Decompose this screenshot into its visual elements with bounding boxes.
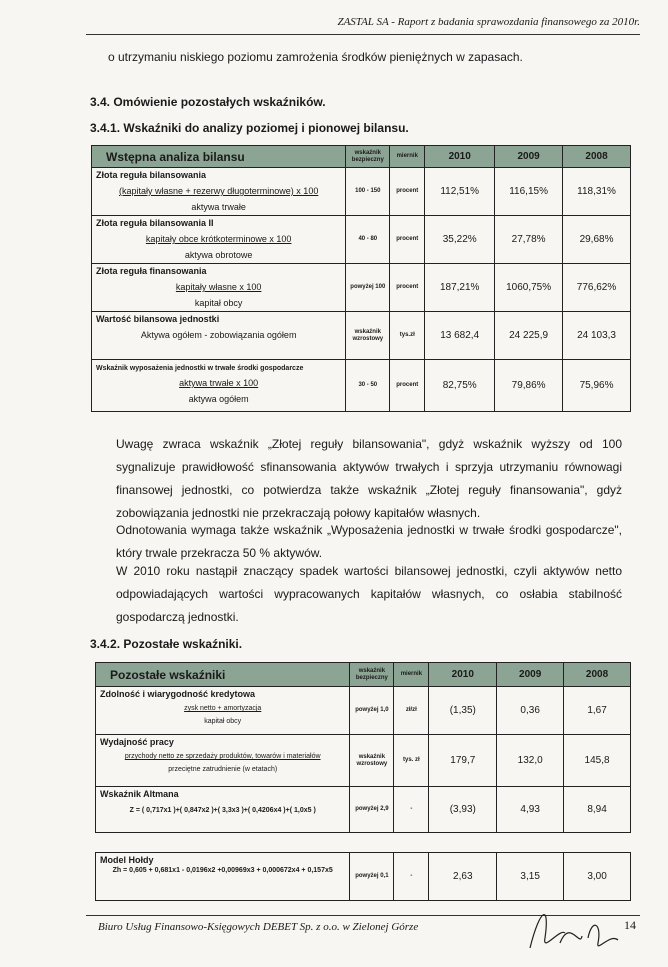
page-header: ZASTAL SA - Raport z badania sprawozdania finansowego za 2010r. (337, 16, 640, 28)
row-title: Złota reguła bilansowania II (96, 218, 214, 228)
table-row (96, 853, 631, 901)
row-safe: 30 - 50 (346, 360, 390, 412)
row-numerator: zysk netto + amortyzacja (184, 705, 262, 712)
row-2009: 3,15 (497, 853, 564, 901)
row-2008: 29,68% (563, 216, 631, 264)
row-unit: tys. zł (394, 735, 429, 787)
row-2010: 2,63 (429, 853, 497, 901)
row-2008: 145,8 (564, 735, 631, 787)
t2-head-unit: miernik (394, 663, 429, 687)
table-row (92, 264, 631, 312)
section-heading-3-4: 3.4. Omówienie pozostałych wskaźników. (90, 95, 326, 109)
row-2010: 35,22% (425, 216, 495, 264)
row-safe: 40 - 80 (346, 216, 390, 264)
row-title: Zdolność i wiarygodność kredytowa (100, 689, 256, 699)
table-row (96, 787, 631, 833)
row-formula: Aktywa ogółem - zobowiązania ogółem (140, 330, 297, 340)
page-number: 14 (624, 918, 636, 932)
t1-head-label: Wstępna analiza bilansu (92, 146, 346, 168)
row-formula: Z = ( 0,717x1 )+( 0,847x2 )+( 3,3x3 )+( 0,4206x4 )+( 1,0x5 ) (129, 807, 316, 814)
row-denominator: aktywa obrotowe (184, 250, 253, 260)
table-row (92, 312, 631, 360)
row-2009: 27,78% (495, 216, 563, 264)
paragraph-3: W 2010 roku nastąpił znaczący spadek wartości bilansowej jednostki, czyli aktywów netto odpowiadających wartości wypracowanych kapitałów własnych, co osłabia stabilność gospodarczą jednostki. (116, 564, 622, 624)
paragraph-1: Uwagę zwraca wskaźnik „Złotej reguły bilansowania", gdyż wskaźnik wyższy od 100 sygnalizuje prawidłowość sfinansowania aktywów trwałych i sprzyja utrzymaniu równowagi finansowej jednostki, co potwierdza także wskaźnik „Złotej reguły finansowania", gdyż zobowiązania jednostki nie przekraczają połowy kapitałów własnych. (116, 437, 622, 520)
t1-head-safe: wskaźnik bezpieczny (346, 146, 390, 168)
row-unit: - (394, 787, 429, 833)
section-heading-3-4-2: 3.4.2. Pozostałe wskaźniki. (90, 637, 243, 651)
table-row (92, 216, 631, 264)
row-safe: powyżej 100 (346, 264, 390, 312)
paragraph-2: Odnotowania wymaga także wskaźnik „Wyposażenia jednostki w trwałe środki gospodarcze", który trwale przekracza 50 % aktywów. (116, 523, 622, 560)
row-numerator: kapitały własne x 100 (175, 282, 262, 292)
row-safe: powyżej 2,9 (350, 787, 394, 833)
row-2009: 1060,75% (495, 264, 563, 312)
row-2010: 112,51% (425, 168, 495, 216)
row-2009: 79,86% (495, 360, 563, 412)
row-denominator: aktywa trwałe (191, 202, 246, 212)
table-row (92, 360, 631, 412)
row-2008: 8,94 (564, 787, 631, 833)
row-unit: - (394, 853, 429, 901)
row-denominator: kapitał obcy (194, 298, 243, 308)
row-2008: 3,00 (564, 853, 631, 901)
row-title: Model Hołdy (100, 855, 154, 865)
row-safe: powyżej 0,1 (350, 853, 394, 901)
t2-head-2008: 2008 (564, 663, 631, 687)
row-2010: (3,93) (429, 787, 497, 833)
row-2010: 13 682,4 (425, 312, 495, 360)
handwritten-signature (520, 898, 625, 960)
t1-head-2008: 2008 (563, 146, 631, 168)
t1-head-2010: 2010 (425, 146, 495, 168)
row-2009: 0,36 (497, 687, 564, 735)
row-2010: (1,35) (429, 687, 497, 735)
row-safe: wskaźnik wzrostowy (346, 312, 390, 360)
row-2008: 1,67 (564, 687, 631, 735)
row-title: Złota reguła finansowania (96, 266, 207, 276)
row-2008: 75,96% (563, 360, 631, 412)
row-unit: procent (390, 360, 425, 412)
row-2009: 132,0 (497, 735, 564, 787)
header-rule (86, 34, 640, 35)
row-title: Wartość bilansowa jednostki (96, 314, 220, 324)
footer-text: Biuro Usług Finansowo-Księgowych DEBET Sp. z o.o. w Zielonej Górze (98, 921, 419, 933)
t1-head-2009: 2009 (495, 146, 563, 168)
row-unit: procent (390, 264, 425, 312)
table-row (92, 168, 631, 216)
other-indicators-table (95, 662, 631, 901)
row-denominator: kapitał obcy (204, 718, 242, 725)
row-2009: 24 225,9 (495, 312, 563, 360)
row-numerator: kapitały obce krótkoterminowe x 100 (145, 234, 292, 244)
row-unit: zł/zł (394, 687, 429, 735)
table-row (96, 735, 631, 787)
row-2008: 776,62% (563, 264, 631, 312)
table-row (96, 687, 631, 735)
row-2010: 82,75% (425, 360, 495, 412)
row-title: Wskaźnik Altmana (100, 789, 179, 799)
row-2010: 179,7 (429, 735, 497, 787)
row-2008: 118,31% (563, 168, 631, 216)
t2-head-2010: 2010 (429, 663, 497, 687)
balance-analysis-table (91, 145, 631, 412)
row-unit: procent (390, 168, 425, 216)
row-2010: 187,21% (425, 264, 495, 312)
row-safe: wskaźnik wzrostowy (350, 735, 394, 787)
row-numerator: przychody netto ze sprzedaży produktów, towarów i materiałów (124, 753, 321, 760)
t1-head-unit: miernik (390, 146, 425, 168)
section-heading-3-4-1: 3.4.1. Wskaźniki do analizy poziomej i pionowej bilansu. (90, 121, 409, 135)
row-unit: tys.zł (390, 312, 425, 360)
t2-head-label: Pozostałe wskaźniki (96, 663, 350, 687)
row-2009: 116,15% (495, 168, 563, 216)
row-denominator: przeciętne zatrudnienie (w etatach) (168, 766, 278, 773)
row-title: Wydajność pracy (100, 737, 174, 747)
row-numerator: (kapitały własne + rezerwy długoterminowe) x 100 (118, 186, 319, 196)
row-denominator: aktywa ogółem (188, 394, 249, 404)
row-numerator: aktywa trwałe x 100 (179, 378, 259, 388)
t2-head-2009: 2009 (497, 663, 564, 687)
intro-line: o utrzymaniu niskiego poziomu zamrożenia środków pieniężnych w zapasach. (108, 50, 523, 64)
row-formula: Zh = 0,605 + 0,681x1 - 0,0196x2 +0,00969x3 + 0,000672x4 + 0,157x5 (112, 867, 333, 874)
row-2009: 4,93 (497, 787, 564, 833)
row-2008: 24 103,3 (563, 312, 631, 360)
row-unit: procent (390, 216, 425, 264)
row-title: Złota reguła bilansowania (96, 170, 207, 180)
t2-head-safe: wskaźnik bezpieczny (350, 663, 394, 687)
row-safe: powyżej 1,0 (350, 687, 394, 735)
row-safe: 100 - 150 (346, 168, 390, 216)
row-title: Wskaźnik wyposażenia jednostki w trwałe środki gospodarcze (96, 365, 304, 372)
